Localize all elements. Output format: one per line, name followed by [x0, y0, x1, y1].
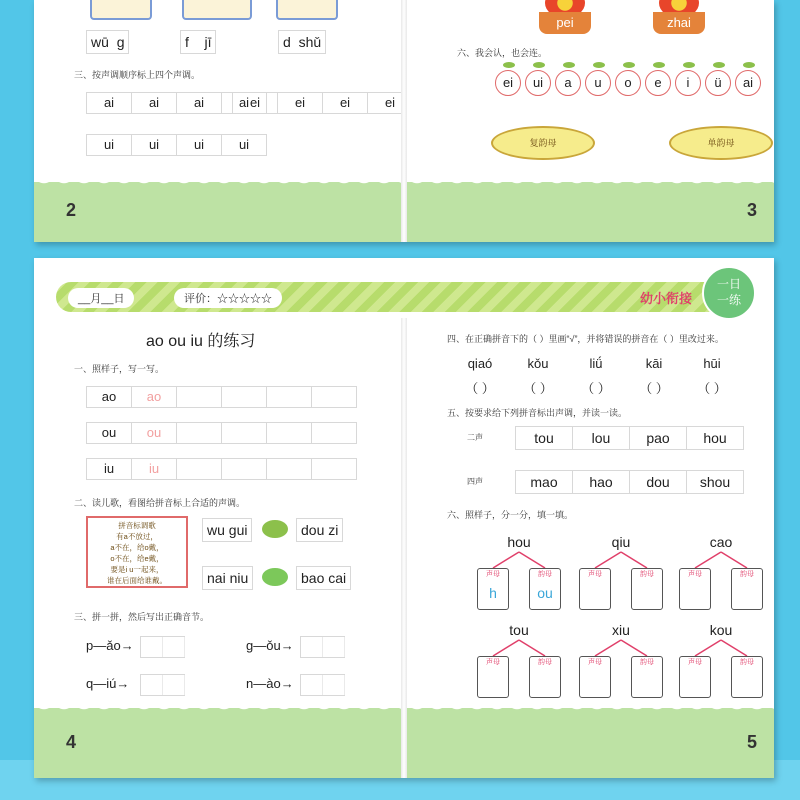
mouse-picture	[276, 0, 338, 20]
parens-row	[451, 378, 741, 397]
initial-box[interactable]: 声母	[679, 568, 711, 610]
tree-branches	[575, 546, 667, 570]
leaf-icon	[743, 62, 755, 68]
page-footer	[34, 182, 401, 242]
check-word: hūi	[703, 356, 721, 371]
leaf-icon	[683, 62, 695, 68]
section-title: 四、在正确拼音下的（ ）里画“√”，并将错误的拼音在（ ）里改过来。	[447, 334, 724, 344]
blank-cell[interactable]	[221, 458, 266, 480]
fruit-final[interactable]: ü	[705, 70, 731, 96]
fruit-final[interactable]: i	[675, 70, 701, 96]
tone2-label: 二声	[467, 433, 483, 442]
tree-branches	[675, 546, 767, 570]
spell-item: p—ǎo→	[86, 638, 134, 653]
date-label: __月__日	[68, 288, 134, 308]
pot-zhai: zhai	[653, 12, 705, 34]
answer-parens[interactable]: （ ）	[639, 381, 669, 396]
pinyin-cell: d shǔ	[278, 30, 326, 54]
syllable-tree	[575, 534, 667, 620]
practice-row-ou	[86, 422, 357, 444]
tree-branches	[575, 634, 667, 658]
word-box: wu gui	[202, 518, 252, 542]
section-title: 二、读儿歌，看图给拼音标上合适的声调。	[74, 498, 246, 508]
initial-box[interactable]: 声母	[477, 656, 509, 698]
pinyin-cell: wū g	[86, 30, 129, 54]
grid-cell: ui	[221, 134, 267, 156]
fruit-final[interactable]: o	[615, 70, 641, 96]
tree-syllable: kou	[709, 622, 733, 638]
tree-syllable: xiu	[612, 622, 630, 638]
leaf-icon	[623, 62, 635, 68]
tone-rule-poem	[86, 516, 188, 588]
blank-cell[interactable]	[266, 422, 311, 444]
grid-cell: ei	[232, 92, 277, 114]
page-footer	[34, 708, 401, 778]
airplane-picture	[182, 0, 252, 20]
grid-cell: ai	[176, 92, 221, 114]
trace-cell: ao	[131, 386, 176, 408]
plate-compound-finals: 复韵母	[491, 126, 595, 160]
tone4-row	[515, 470, 744, 494]
grid-cell: ei	[277, 92, 322, 114]
initial-box[interactable]: 声母	[579, 656, 611, 698]
blank-cell[interactable]	[266, 458, 311, 480]
syllable-tree	[675, 622, 767, 708]
tree-syllable: cao	[709, 534, 733, 550]
tone-word: pao	[629, 426, 686, 450]
fruit-final[interactable]: ui	[525, 70, 551, 96]
evaluation-stars: 评价：☆☆☆☆☆	[174, 288, 282, 308]
grid-cell: ai	[221, 92, 267, 114]
poem-line: 要是i u一起来，	[110, 565, 164, 574]
tree-syllable: tou	[509, 622, 529, 638]
section-title: 六、照样子，分一分，填一填。	[447, 510, 574, 520]
tone-word: lou	[572, 426, 629, 450]
page-3	[407, 0, 774, 242]
blank-cell[interactable]	[221, 386, 266, 408]
grid-cell: ei	[367, 92, 401, 114]
leaf-icon	[503, 62, 515, 68]
syllable-tree	[575, 622, 667, 708]
fruit-final[interactable]: a	[555, 70, 581, 96]
page-footer	[407, 708, 774, 778]
turtle-picture	[90, 0, 152, 20]
fruit-final[interactable]: ai	[735, 70, 761, 96]
section-title: 六、我会认，也会连。	[457, 48, 548, 58]
grid-cell: ui	[131, 134, 176, 156]
tone2-row	[515, 426, 744, 450]
tone-grid-ui	[86, 134, 267, 156]
page-footer	[407, 182, 774, 242]
blank-cell[interactable]	[176, 422, 221, 444]
grid-cell: ui	[86, 134, 131, 156]
leaf-icon	[653, 62, 665, 68]
check-word: liǘ	[589, 356, 603, 371]
tone-grid-ei	[232, 92, 401, 114]
tone-word: dou	[629, 470, 686, 494]
section-title: 一、照样子，写一写。	[74, 364, 165, 374]
trace-cell: ou	[131, 422, 176, 444]
spell-item: n—ào→	[246, 676, 294, 691]
turtle-icon	[262, 520, 288, 538]
poem-line: 谁在后面给谁戴。	[107, 576, 167, 585]
final-box[interactable]: 韵母	[631, 656, 663, 698]
tone-word: shou	[686, 470, 744, 494]
leaf-icon	[593, 62, 605, 68]
top-spread	[34, 0, 774, 242]
header-bar	[56, 282, 736, 312]
answer-parens[interactable]: （ ）	[581, 381, 611, 396]
poem-line: a不在，给o戴，	[110, 543, 164, 552]
answer-parens[interactable]: （ ）	[697, 381, 727, 396]
trace-cell: iu	[131, 458, 176, 480]
initial-box[interactable]: 声母	[579, 568, 611, 610]
tree-syllable: qiu	[611, 534, 631, 550]
tone-word: hou	[686, 426, 744, 450]
answer-parens[interactable]: （ ）	[465, 381, 495, 396]
final-box[interactable]: 韵母	[631, 568, 663, 610]
answer-parens[interactable]: （ ）	[523, 381, 553, 396]
plate-simple-finals: 单韵母	[669, 126, 773, 160]
tree-branches	[675, 634, 767, 658]
grid-cell: ai	[86, 92, 131, 114]
grid-cell: ui	[176, 134, 221, 156]
word-box: bao cai	[296, 566, 351, 590]
blank-cell[interactable]	[311, 458, 357, 480]
fruit-final[interactable]: ei	[495, 70, 521, 96]
final-box[interactable]: 韵母	[731, 568, 763, 610]
cabbage-icon	[262, 568, 288, 586]
bottom-spread	[34, 258, 774, 778]
grid-cell: ou	[86, 422, 131, 444]
daily-badge: 一日 一练	[702, 266, 756, 320]
practice-row-ao	[86, 386, 357, 408]
blank-cell[interactable]	[176, 386, 221, 408]
grid-cell: ao	[86, 386, 131, 408]
page-number: 4	[66, 732, 77, 752]
fruit-final[interactable]: u	[585, 70, 611, 96]
fruit-final[interactable]: e	[645, 70, 671, 96]
section-title: 五、按要求给下列拼音标出声调，并读一读。	[447, 408, 628, 418]
syllable-tree	[675, 534, 767, 620]
word-box: dou zi	[296, 518, 343, 542]
page-number: 2	[66, 200, 77, 220]
answer-box[interactable]	[140, 674, 185, 696]
practice-row-iu	[86, 458, 357, 480]
check-word: kǒu	[527, 356, 549, 371]
section-title: 三、按声调顺序标上四个声调。	[74, 70, 201, 80]
brand-title: 幼小衔接	[639, 291, 692, 306]
answer-box[interactable]	[140, 636, 185, 658]
final-box[interactable]: 韵母	[529, 656, 561, 698]
poem-line: 有a不放过，	[116, 532, 158, 541]
tone-word: tou	[515, 426, 572, 450]
poem-line: o不在，给e戴，	[110, 554, 164, 563]
tree-branches	[473, 546, 565, 570]
page-number: 3	[747, 200, 758, 220]
blank-cell[interactable]	[221, 422, 266, 444]
blank-cell[interactable]	[311, 422, 357, 444]
final-box[interactable]: 韵母 ou	[529, 568, 561, 610]
initial-box[interactable]: 声母	[679, 656, 711, 698]
tree-syllable: hou	[507, 534, 531, 550]
pinyin-cell: f jī	[180, 30, 216, 54]
tone-word: hao	[572, 470, 629, 494]
pot-pei: pei	[539, 12, 591, 34]
word-box: nai niu	[202, 566, 253, 590]
section-title: 三、拼一拼，然后写出正确音节。	[74, 612, 210, 622]
spell-item: g—ǒu→	[246, 638, 294, 653]
check-word: kāi	[645, 356, 663, 371]
blank-cell[interactable]	[176, 458, 221, 480]
answer-box[interactable]	[300, 636, 345, 658]
page-title: ao ou iu 的练习	[146, 333, 256, 350]
leaf-icon	[713, 62, 725, 68]
syllable-tree	[473, 622, 565, 708]
poem-line: 拼音标调歌	[118, 521, 156, 530]
initial-box[interactable]: 声母 h	[477, 568, 509, 610]
page-number: 5	[747, 732, 758, 752]
leaf-icon	[533, 62, 545, 68]
grid-cell: ai	[131, 92, 176, 114]
tone4-label: 四声	[467, 477, 483, 486]
check-word: qiaó	[467, 356, 493, 371]
page-2	[34, 0, 401, 242]
leaf-icon	[563, 62, 575, 68]
answer-box[interactable]	[300, 674, 345, 696]
tree-branches	[473, 634, 565, 658]
page-5	[407, 318, 774, 778]
final-box[interactable]: 韵母	[731, 656, 763, 698]
tone-word: mao	[515, 470, 572, 494]
spell-item: q—iú→	[86, 676, 130, 691]
page-4	[34, 318, 401, 778]
blank-cell[interactable]	[311, 386, 357, 408]
grid-cell: iu	[86, 458, 131, 480]
blank-cell[interactable]	[266, 386, 311, 408]
check-words-row	[451, 356, 741, 371]
syllable-tree	[473, 534, 565, 620]
grid-cell: ei	[322, 92, 367, 114]
